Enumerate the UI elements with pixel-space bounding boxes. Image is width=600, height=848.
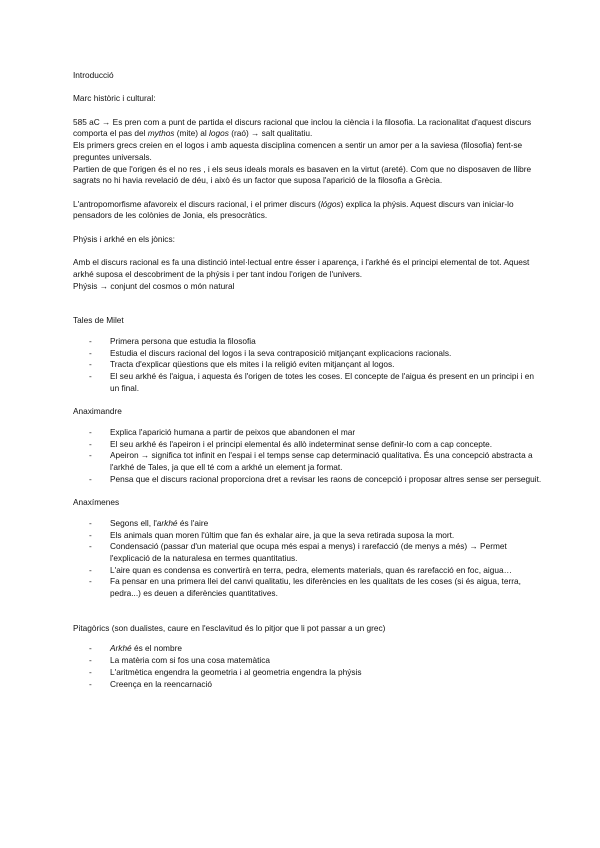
list-item: - L'aritmètica engendra la geometria i al geometria engendra la phýsis: [89, 666, 362, 677]
section-marc-historic: [73, 93, 543, 222]
pitagorics-list: [73, 643, 543, 690]
paragraph-physis-definition: Phýsis → conjunt del cosmos o món natural: [73, 280, 235, 291]
list-item: - Apeiron → significa tot infinit en l'espai i el temps sense cap determinació qualitativa. És una concepció abstracta a l'arkhé de Tales, ja que ell té com a arkhé un element ja format.: [89, 450, 533, 472]
list-item: - El seu arkhé és l'apeiron i el principi elemental és allò indeterminat sense definir-lo com a cap concepte.: [89, 438, 493, 449]
paragraph-primers-grecs: Els primers grecs creien en el logos i amb aquesta disciplina comencen a sentir un amor per a la saviesa (filosofia) fent-se preguntes universals.: [73, 140, 523, 162]
section-anaximandre: [73, 406, 543, 485]
section-heading-anaximandre: Anaximandre: [73, 406, 122, 417]
list-item: - Explica l'aparició humana a partir de peixos que abandonen el mar: [89, 426, 356, 437]
list-item: - El seu arkhé és l'aigua, i aquesta és l'origen de totes les coses. El concepte de l'aigua és present en un principi i en un final.: [89, 371, 535, 393]
list-item: - Creença en la reencarnació: [89, 678, 212, 689]
paragraph-antropomorfisme: L'antropomorfisme afavoreix el discurs racional, i el primer discurs (lógos) explica la phýsis. Aquest discurs van iniciar-lo pensadors de les colònies de Jonia, els presocràtics.: [73, 198, 514, 221]
paragraph-origen: Partien de que l'origen és el no res , i els seus ideals morals es basaven en la virtut (areté). Com que no disposaven de llibre sagrats no hi havia revelació de déu, i això és un factor que suposa l'aparició de la filosofia a Grècia.: [73, 163, 532, 186]
section-pitagorics: [73, 623, 543, 691]
list-item: - Condensació (passar d'un material que ocupa més espai a menys) i rarefacció (de menys a més) → Permet l'explicació de la naturalesa en termes quantitatius.: [89, 541, 507, 563]
list-item: - La matèria com si fos una cosa matemàtica: [89, 655, 271, 666]
document-page: [73, 70, 543, 690]
list-item: - Tracta d'explicar qüestions que els mites i la religió eviten mitjançant al logos.: [89, 359, 395, 370]
list-item: - Segons ell, l'arkhé és l'aire: [89, 517, 209, 528]
section-heading-anaximenes: Anaxímenes: [73, 497, 120, 508]
paragraph-arkhe: Amb el discurs racional es fa una distinció intel·lectual entre ésser i aparença, i l'arkhé és el principi elemental de tot. Aquest arkhé suposa el descobriment de la phýsis i per tant indou l'origen de l'univers.: [73, 257, 530, 279]
list-item: - Primera persona que estudia la filosofia: [89, 335, 256, 346]
list-item: - Arkhé és el nombre: [89, 643, 182, 654]
list-item: - Pensa que el discurs racional proporciona dret a revisar les raons de concepció i proposar altres sense ser perseguit.: [89, 473, 542, 484]
paragraph-585ac: 585 aC → Es pren com a punt de partida el discurs racional que inclou la ciència i la filosofia. La racionalitat d'aquest discurs comporta el pas del mythos (mite) al logos (raó) → salt qualitatiu.: [73, 116, 532, 139]
section-anaximenes: [73, 497, 543, 600]
anaximandre-list: [73, 427, 543, 486]
list-item: - Fa pensar en una primera llei del canvi qualitatiu, les diferències en les qualitats de les coses (si és aigua, terra, pedra...) es deuen a diferències quantitatives.: [89, 576, 521, 599]
document-title: Introducció: [73, 70, 114, 80]
list-item: - L'aire quan es condensa es convertirà en terra, pedra, elements materials, quan és rarefacció en foc, aigua…: [89, 564, 512, 575]
section-physis: [73, 234, 543, 293]
section-heading-tales: Tales de Milet: [73, 315, 124, 326]
list-item: - Estudia el discurs racional del logos i la seva contraposició mitjançant explicacions racionals.: [89, 347, 452, 358]
anaximenes-list: [73, 518, 543, 600]
list-item: - Els animals quan moren l'últim que fan és exhalar aire, ja que la seva retirada suposa la mort.: [89, 529, 455, 540]
section-heading-physis: Phýsis i arkhé en els jònics:: [73, 233, 175, 244]
tales-list: [73, 336, 543, 395]
section-heading-pitagorics: Pitagòrics (son dualistes, caure en l'esclavitud és lo pitjor que li pot passar a un grec): [73, 622, 386, 633]
section-tales: [73, 315, 543, 394]
section-heading-marc: Marc històric i cultural:: [73, 93, 156, 104]
